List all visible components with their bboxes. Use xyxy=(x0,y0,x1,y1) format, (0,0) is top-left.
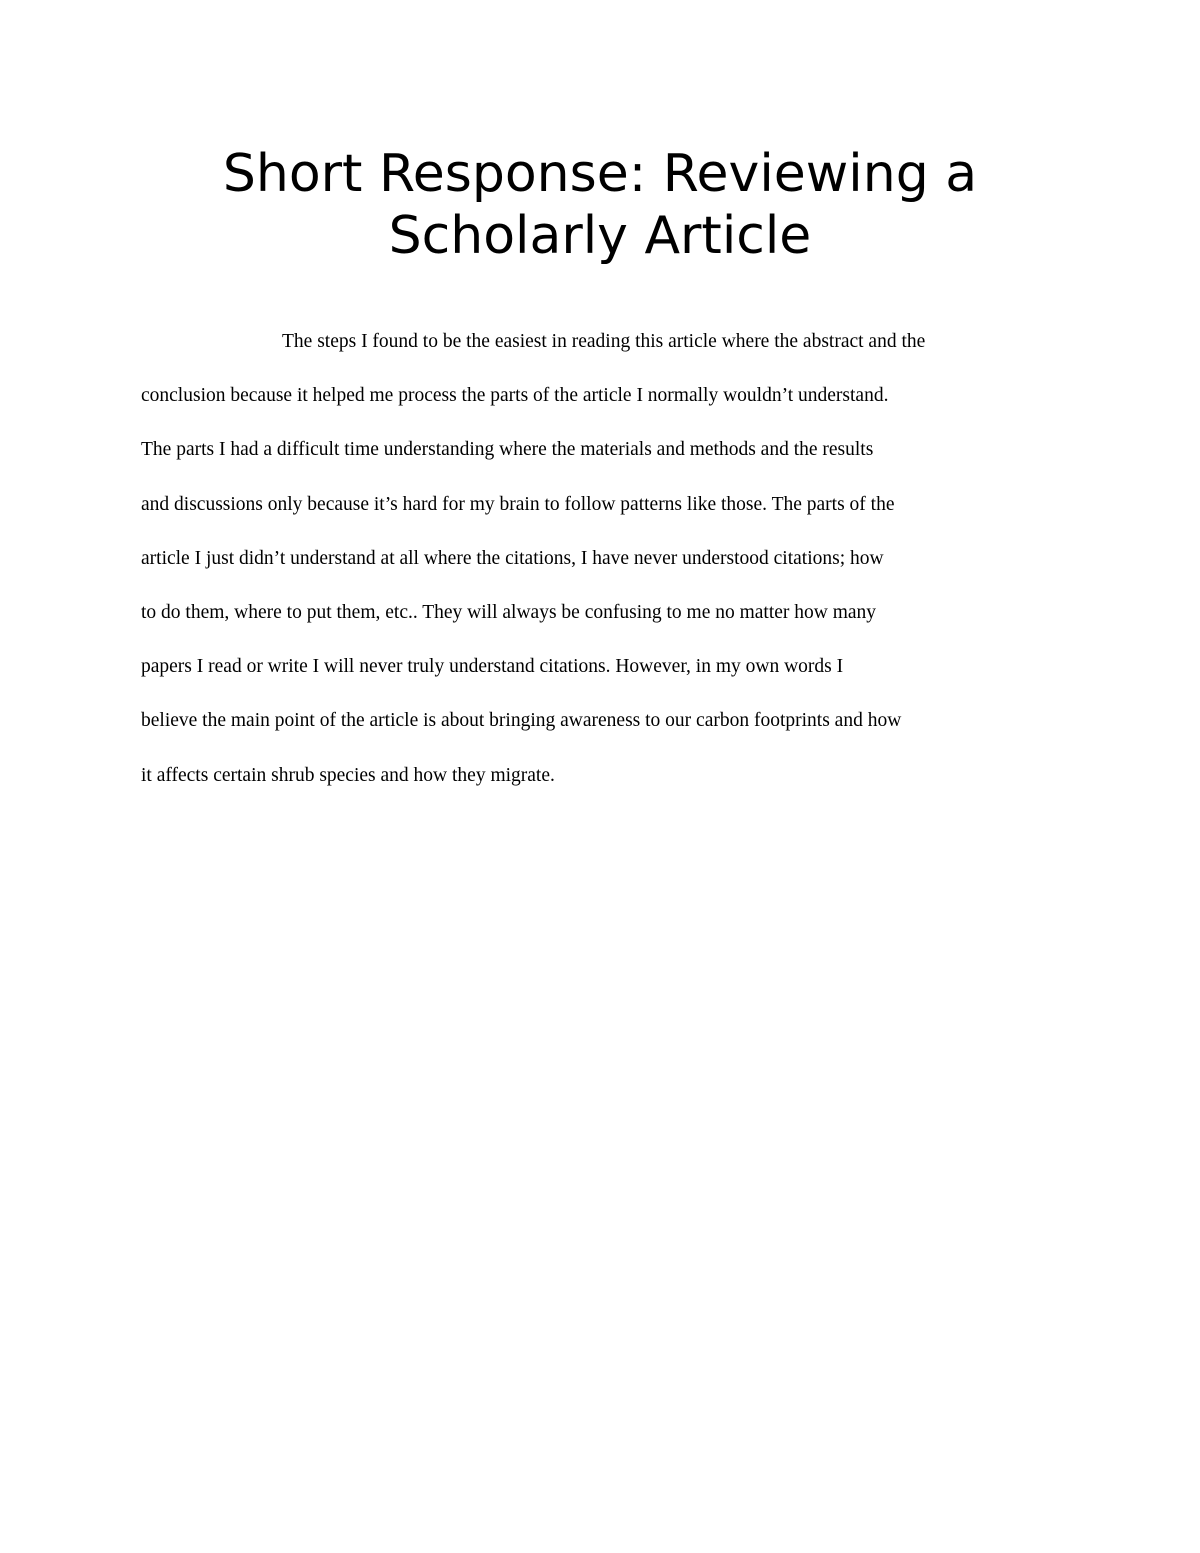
body-line-3: The parts I had a difficult time understanding where the materials and methods and the results xyxy=(141,439,874,461)
title-line-1: Short Response: Reviewing a xyxy=(222,144,978,204)
body-line-9: it affects certain shrub species and how they migrate. xyxy=(141,764,555,786)
body-line-6: to do them, where to put them, etc.. They will always be confusing to me no matter how many xyxy=(141,601,877,623)
body-paragraph xyxy=(141,324,1081,812)
document-title xyxy=(100,143,1100,267)
title-line-2: Scholarly Article xyxy=(388,206,812,266)
body-line-7: papers I read or write I will never truly understand citations. However, in my own words I xyxy=(141,656,844,678)
body-line-5: article I just didn’t understand at all where the citations, I have never understood citations; how xyxy=(141,547,884,569)
body-line-2: conclusion because it helped me process the parts of the article I normally wouldn’t understand. xyxy=(141,385,889,407)
body-line-4: and discussions only because it’s hard for my brain to follow patterns like those. The parts of the xyxy=(141,493,895,515)
body-line-1: The steps I found to be the easiest in reading this article where the abstract and the xyxy=(282,331,926,352)
body-line-8: believe the main point of the article is about bringing awareness to our carbon footprints and how xyxy=(141,710,902,732)
